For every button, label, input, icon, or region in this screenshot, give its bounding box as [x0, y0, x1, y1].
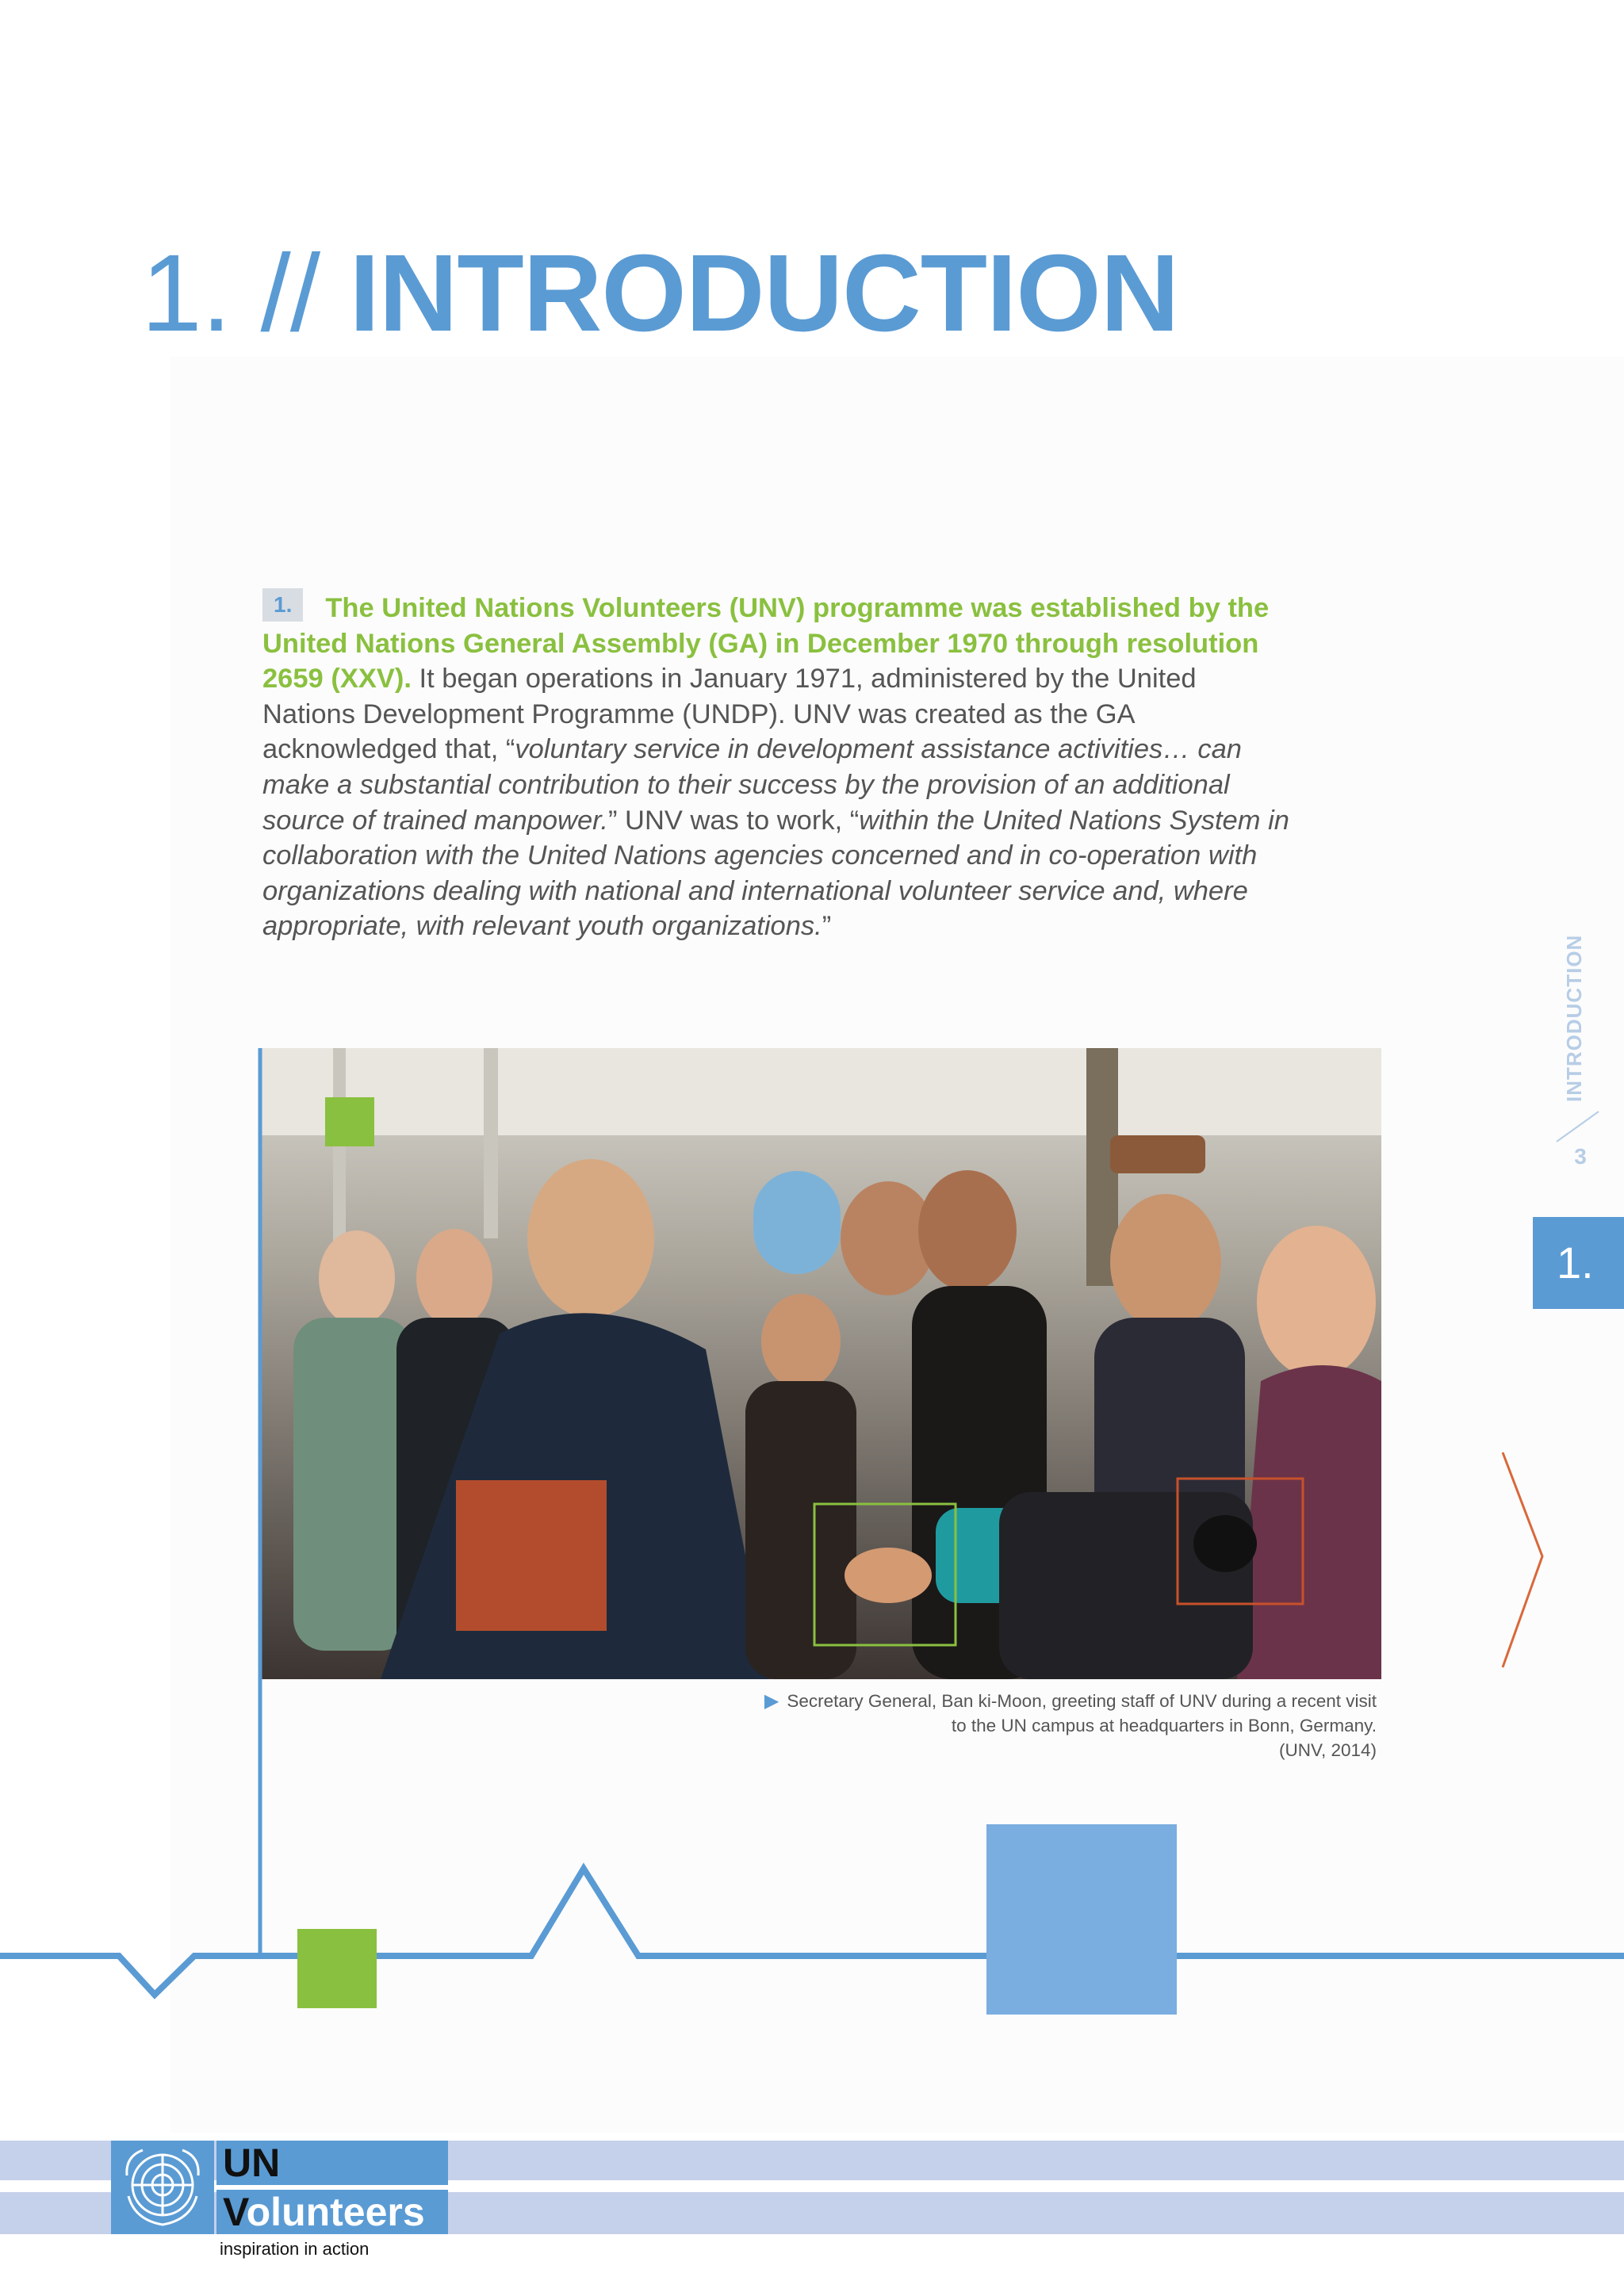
caption-line-2: to the UN campus at headquarters in Bonn, Germany.: [951, 1716, 1377, 1735]
paragraph-text-3: ”: [822, 911, 832, 942]
caption-line-3: (UNV, 2014): [1279, 1740, 1377, 1760]
paragraph-lead: The United Nations Volunteers (UNV) programme was established by the United Nations General Assembly (GA) in December 1970 through resolution 2659 (XXV).: [262, 593, 1270, 695]
chapter-tab: 1.: [1533, 1217, 1624, 1309]
paragraph-number-badge: 1.: [262, 588, 303, 622]
side-section-label: [1562, 1075, 1610, 1102]
paragraph-quote-2: within the United Nations System in collaboration with the United Nations agencies concerned and in co-operation with organizations dealing with national and international volunteer service and, where appropriate, with relevant youth organizations.: [262, 805, 1289, 942]
paragraph-quote-1: voluntary service in development assistance activities… can make a substantial contribution to their success by the provision of an additional source of trained manpower.: [262, 734, 1242, 836]
un-emblem-icon: [111, 2141, 214, 2234]
logo-volunteers-initial: V: [223, 2190, 247, 2234]
side-page-number: 3: [1574, 1144, 1587, 1169]
title-number: 1. //: [141, 232, 350, 354]
photo-caption: [714, 1689, 1377, 1762]
logo-tagline: inspiration in action: [220, 2239, 370, 2259]
logo-volunteers-text: [216, 2190, 448, 2234]
unv-logo: [111, 2141, 454, 2267]
caption-line-1: Secretary General, Ban ki-Moon, greeting staff of UNV during a recent visit: [787, 1691, 1377, 1711]
title-word: INTRODUCTION: [349, 232, 1179, 354]
paragraph-text-2: ” UNV was to work, “: [607, 805, 860, 836]
logo-volunteers-rest: olunteers: [246, 2190, 425, 2234]
caption-arrow-icon: ▶: [764, 1690, 779, 1712]
paragraph-text-1: It began operations in January 1971, administered by the United Nations Development Programme (UNDP). UNV was created as the GA acknowledged that, “: [262, 664, 1197, 765]
logo-un-text: UN: [216, 2141, 448, 2185]
